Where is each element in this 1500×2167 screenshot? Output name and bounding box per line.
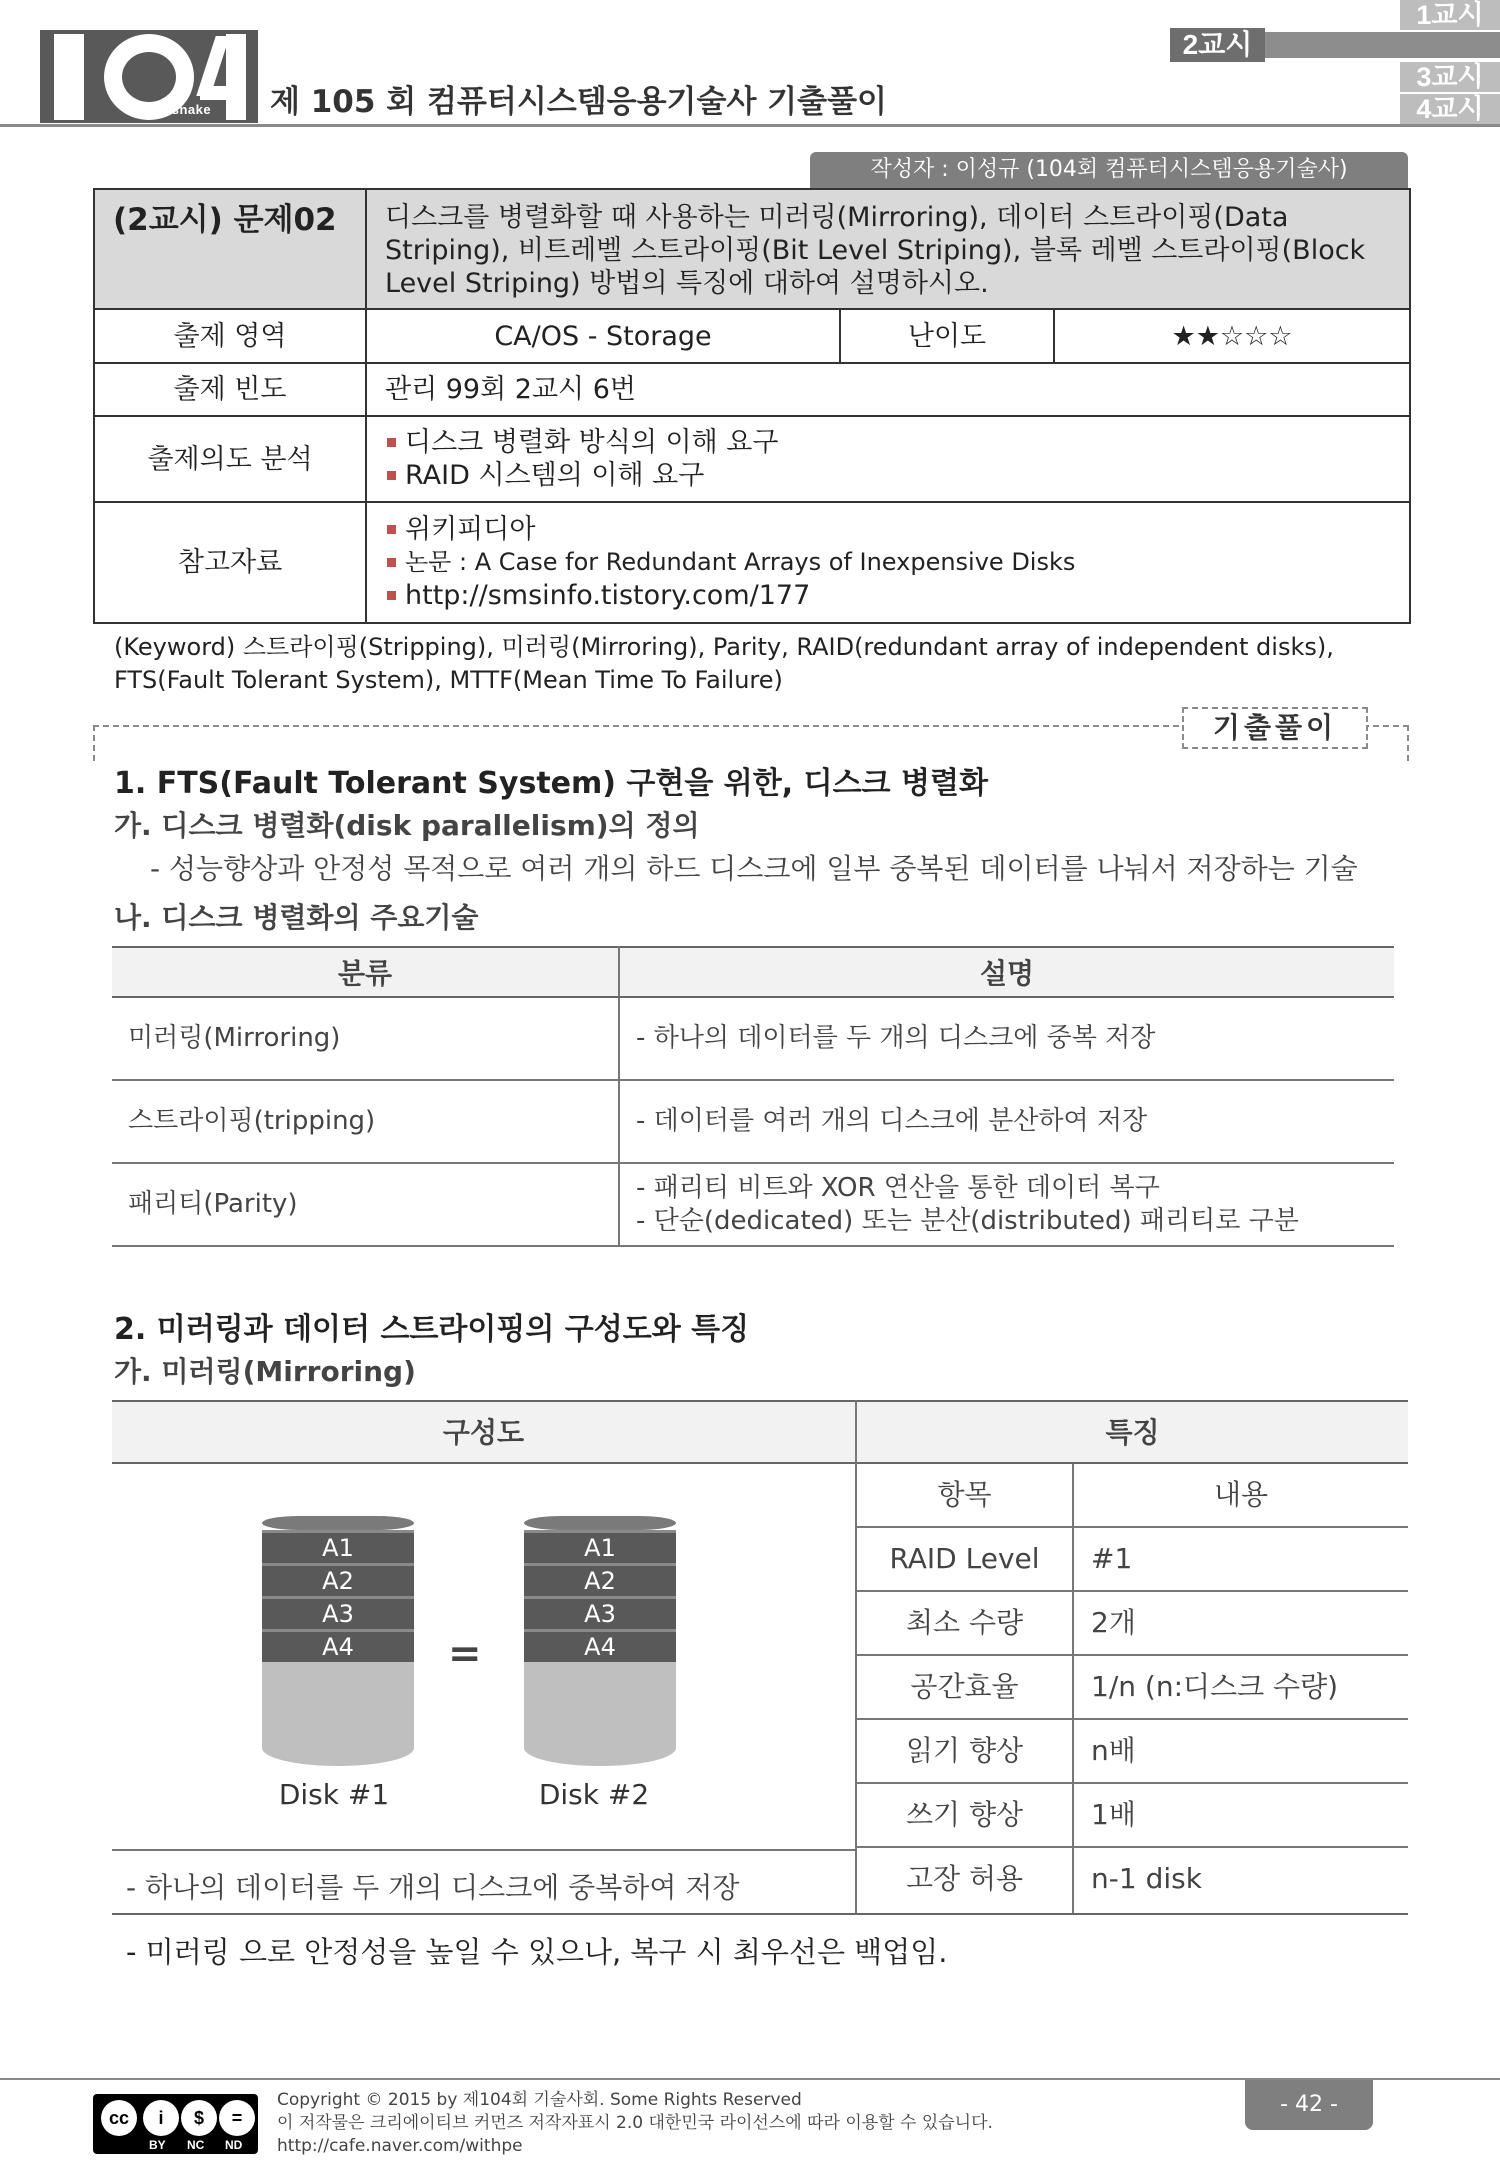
feature-key: 쓰기 향상	[905, 1798, 1024, 1831]
noncommercial-icon: $	[181, 2100, 217, 2136]
disk-block: A4	[524, 1629, 676, 1662]
session-tab-bar	[1265, 32, 1500, 58]
feature-row	[857, 1464, 1408, 1528]
keywords-line-2: FTS(Fault Tolerant System), MTTF(Mean Time To Failure)	[114, 666, 783, 694]
reference-label: 참고자료	[94, 502, 366, 623]
disk-block: A2	[262, 1563, 414, 1596]
mirroring-table-header	[112, 1402, 1408, 1464]
disk-2-icon	[524, 1516, 676, 1766]
tech-desc-line: - 패리티 비트와 XOR 연산을 통한 데이터 복구	[636, 1172, 1160, 1203]
feature-key: 공간효율	[910, 1670, 1019, 1703]
tech-desc: - 하나의 데이터를 두 개의 디스크에 중복 저장	[619, 997, 1394, 1080]
reference-link[interactable]: http://smsinfo.tistory.com/177	[385, 579, 1391, 612]
answer-tag: 기출풀이	[1182, 707, 1368, 749]
features-header: 특징	[1105, 1416, 1160, 1449]
copyright-line: Copyright © 2015 by 제104회 기술사회. Some Rights Reserved	[277, 2090, 802, 2110]
logo	[40, 30, 258, 123]
reference-item: 논문 : A Case for Redundant Arrays of Inexpensive Disks	[385, 546, 1391, 579]
area-label: 출제 영역	[94, 309, 366, 363]
feature-row	[857, 1720, 1408, 1784]
cc-license-badge[interactable]	[93, 2094, 258, 2154]
disk-block: A1	[262, 1530, 414, 1563]
header-rule	[0, 124, 1500, 127]
intent-item: RAID 시스템의 이해 요구	[385, 459, 1391, 492]
area-value: CA/OS - Storage	[366, 309, 840, 363]
feature-key: RAID Level	[889, 1542, 1040, 1575]
document-title: 제 105 회 컴퓨터시스템응용기술사 기출풀이	[270, 84, 887, 120]
disk-block: A1	[524, 1530, 676, 1563]
keywords	[114, 631, 1414, 697]
cc-label: BY	[149, 2138, 166, 2152]
feature-key: 항목	[937, 1478, 992, 1511]
feature-value: 1/n (n:디스크 수량)	[1091, 1670, 1339, 1703]
difficulty-label: 난이도	[840, 309, 1054, 363]
section-1-title: 1. FTS(Fault Tolerant System) 구현을 위한, 디스크 병렬화	[114, 766, 988, 801]
table-row	[112, 997, 1394, 1080]
disk-block: A3	[262, 1596, 414, 1629]
question-text: 디스크를 병렬화할 때 사용하는 미러링(Mirroring), 데이터 스트라이핑(Data Striping), 비트레벨 스트라이핑(Bit Level Striping), 블록 레벨 스트라이핑(Block Level Striping) 방법의 특징에 대하여 설명하시오.	[366, 189, 1410, 309]
session-tab-4[interactable]: 4교시	[1400, 94, 1500, 124]
disk-1-label: Disk #1	[278, 1778, 390, 1811]
mirroring-description: - 하나의 데이터를 두 개의 디스크에 중복하여 저장	[126, 1871, 740, 1904]
question-label: (2교시) 문제02	[94, 189, 366, 309]
feature-value: n배	[1091, 1734, 1136, 1767]
disk-block: A2	[524, 1563, 676, 1596]
table-row	[112, 1163, 1394, 1246]
frequency-label: 출제 빈도	[94, 363, 366, 416]
disk-1-icon	[262, 1516, 414, 1766]
section-1a-text: - 성능향상과 안정성 목적으로 여러 개의 하드 디스크에 일부 중복된 데이터를 나눠서 저장하는 기술	[150, 852, 1358, 885]
by-person-icon: i	[143, 2100, 179, 2136]
feature-key: 고장 허용	[905, 1862, 1024, 1895]
feature-row	[857, 1592, 1408, 1656]
tech-table	[112, 946, 1394, 1247]
equals-sign: =	[448, 1631, 482, 1677]
author-badge: 작성자 : 이성규 (104회 컴퓨터시스템응용기술사)	[810, 152, 1408, 188]
feature-value: 1배	[1091, 1798, 1136, 1831]
tech-desc: - 데이터를 여러 개의 디스크에 분산하여 저장	[619, 1080, 1394, 1163]
section-1a-title: 가. 디스크 병렬화(disk parallelism)의 정의	[114, 809, 700, 842]
tech-header-description: 설명	[619, 947, 1394, 997]
logo-digit-one	[54, 34, 84, 120]
session-tab-2-active[interactable]: 2교시	[1170, 28, 1265, 62]
feature-value: #1	[1091, 1542, 1133, 1575]
session-tab-1[interactable]: 1교시	[1400, 0, 1500, 30]
intent-label: 출제의도 분석	[94, 416, 366, 502]
feature-key: 읽기 향상	[905, 1734, 1024, 1767]
tech-header-category: 분류	[112, 947, 619, 997]
tech-name: 미러링(Mirroring)	[112, 997, 619, 1080]
diagram-header: 구성도	[442, 1416, 525, 1449]
copyright-link[interactable]: http://cafe.naver.com/withpe	[277, 2136, 523, 2156]
logo-tag: whitesnake	[136, 102, 212, 117]
table-row	[112, 1080, 1394, 1163]
section-1b-title: 나. 디스크 병렬화의 주요기술	[114, 901, 479, 934]
disk-block: A4	[262, 1629, 414, 1662]
page-number: - 42 -	[1245, 2080, 1373, 2130]
question-table	[93, 188, 1411, 624]
intent-list	[366, 416, 1410, 502]
frequency-value: 관리 99회 2교시 6번	[366, 363, 1410, 416]
feature-row	[857, 1848, 1408, 1912]
feature-value: n-1 disk	[1091, 1862, 1202, 1895]
session-tab-3[interactable]: 3교시	[1400, 62, 1500, 92]
feature-value: 2개	[1091, 1606, 1136, 1639]
tech-name: 패리티(Parity)	[112, 1163, 619, 1246]
mirroring-note: - 미러링 으로 안정성을 높일 수 있으나, 복구 시 최우선은 백업임.	[126, 1935, 948, 1969]
noderivs-icon: =	[219, 2100, 255, 2136]
copyright-line: 이 저작물은 크리에이티브 커먼즈 저작자표시 2.0 대한민국 라이선스에 따라 이용할 수 있습니다.	[277, 2113, 993, 2133]
cc-icon: cc	[101, 2100, 137, 2136]
feature-value: 내용	[1213, 1478, 1269, 1511]
cc-label: ND	[225, 2138, 243, 2152]
intent-item: 디스크 병렬화 방식의 이해 요구	[385, 426, 1391, 459]
section-2a-title: 가. 미러링(Mirroring)	[114, 1355, 416, 1388]
feature-key: 최소 수량	[905, 1606, 1024, 1639]
disk-2-label: Disk #2	[538, 1778, 650, 1811]
feature-row	[857, 1656, 1408, 1720]
tech-name: 스트라이핑(tripping)	[112, 1080, 619, 1163]
disk-block: A3	[524, 1596, 676, 1629]
tech-desc	[619, 1163, 1394, 1246]
reference-item: 위키피디아	[385, 513, 1391, 546]
keywords-line-1: (Keyword) 스트라이핑(Stripping), 미러링(Mirroring), Parity, RAID(redundant array of independent disks),	[114, 633, 1334, 661]
copyright	[277, 2089, 993, 2158]
tech-desc-line: - 단순(dedicated) 또는 분산(distributed) 패리티로 구분	[636, 1205, 1299, 1236]
section-2-title: 2. 미러링과 데이터 스트라이핑의 구성도와 특징	[114, 1312, 750, 1347]
reference-list	[366, 502, 1410, 623]
feature-row	[857, 1528, 1408, 1592]
difficulty-stars: ★★☆☆☆	[1054, 309, 1410, 363]
cc-label: NC	[187, 2138, 205, 2152]
feature-row	[857, 1784, 1408, 1848]
